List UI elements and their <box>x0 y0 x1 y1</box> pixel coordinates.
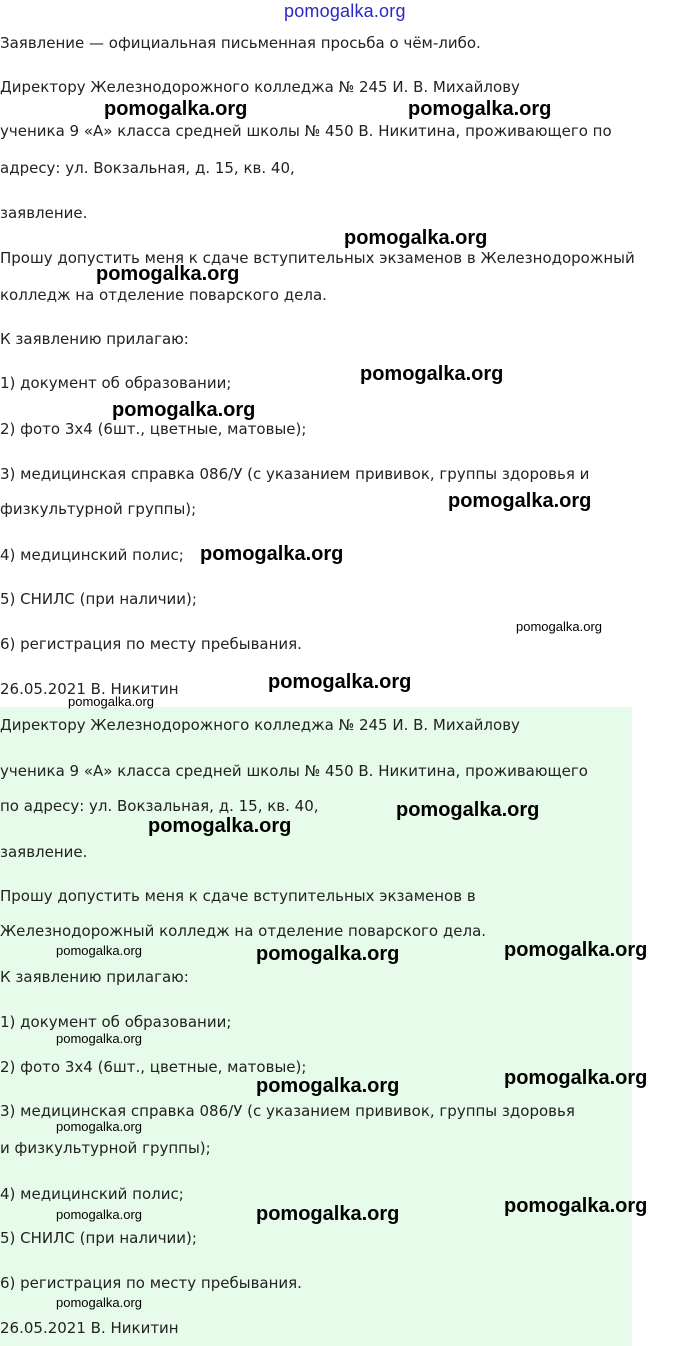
watermark: pomogalka.org <box>268 671 412 693</box>
attachment-item: и физкультурной группы); <box>0 1139 211 1157</box>
watermark: pomogalka.org <box>256 1075 400 1097</box>
watermark: pomogalka.org <box>148 815 292 837</box>
watermark: pomogalka.org <box>68 694 154 709</box>
watermark: pomogalka.org <box>344 227 488 249</box>
definition-text: Заявление — официальная письменная просьба о чём-либо. <box>0 34 481 52</box>
watermark: pomogalka.org <box>56 1119 142 1134</box>
document-title: заявление. <box>0 204 88 222</box>
watermark: pomogalka.org <box>256 1203 400 1225</box>
attachment-item: 5) СНИЛС (при наличии); <box>0 590 197 608</box>
date-signature: 26.05.2021 В. Никитин <box>0 680 179 698</box>
sender-line-2: адресу: ул. Вокзальная, д. 15, кв. 40, <box>0 159 295 177</box>
attachment-item: 2) фото 3х4 (6шт., цветные, матовые); <box>0 1058 307 1076</box>
document-title: заявление. <box>0 843 88 861</box>
attachment-item: 6) регистрация по месту пребывания. <box>0 1274 302 1292</box>
recipient-line: Директору Железнодорожного колледжа № 245 И. В. Михайлову <box>0 78 520 96</box>
sender-line-1: ученика 9 «А» класса средней школы № 450 В. Никитина, проживающего по <box>0 122 612 140</box>
watermark: pomogalka.org <box>504 1067 648 1089</box>
attachments-heading: К заявлению прилагаю: <box>0 330 189 348</box>
watermark: pomogalka.org <box>56 1031 142 1046</box>
watermark: pomogalka.org <box>396 799 540 821</box>
attachment-item: 4) медицинский полис; <box>0 1185 184 1203</box>
attachment-item: 2) фото 3х4 (6шт., цветные, матовые); <box>0 420 307 438</box>
request-line-1: Прошу допустить меня к сдаче вступительных экзаменов в <box>0 887 476 905</box>
request-line-1: Прошу допустить меня к сдаче вступительных экзаменов в Железнодорожный <box>0 249 635 267</box>
watermark: pomogalka.org <box>408 98 552 120</box>
attachments-heading: К заявлению прилагаю: <box>0 968 189 986</box>
request-line-2: Железнодорожный колледж на отделение поварского дела. <box>0 922 487 940</box>
watermark: pomogalka.org <box>504 939 648 961</box>
watermark: pomogalka.org <box>516 619 602 634</box>
attachment-item: 1) документ об образовании; <box>0 1013 232 1031</box>
watermark: pomogalka.org <box>56 1295 142 1310</box>
recipient-line: Директору Железнодорожного колледжа № 245 И. В. Михайлову <box>0 716 520 734</box>
watermark: pomogalka.org <box>256 943 400 965</box>
date-signature: 26.05.2021 В. Никитин <box>0 1319 179 1337</box>
watermark: pomogalka.org <box>56 943 142 958</box>
attachment-item: 4) медицинский полис; <box>0 546 184 564</box>
watermark: pomogalka.org <box>112 399 256 421</box>
watermark: pomogalka.org <box>104 98 248 120</box>
watermark: pomogalka.org <box>96 263 240 285</box>
watermark: pomogalka.org <box>360 363 504 385</box>
attachment-item: 6) регистрация по месту пребывания. <box>0 635 302 653</box>
attachment-item: 3) медицинская справка 086/У (с указанием прививок, группы здоровья и <box>0 465 590 483</box>
watermark: pomogalka.org <box>504 1195 648 1217</box>
attachment-item: 3) медицинская справка 086/У (с указанием прививок, группы здоровья <box>0 1102 575 1120</box>
attachment-item: 1) документ об образовании; <box>0 374 232 392</box>
sender-line-2: по адресу: ул. Вокзальная, д. 15, кв. 40, <box>0 797 319 815</box>
watermark: pomogalka.org <box>448 490 592 512</box>
request-line-2: колледж на отделение поварского дела. <box>0 286 327 304</box>
attachment-item: физкультурной группы); <box>0 500 197 518</box>
attachment-item: 5) СНИЛС (при наличии); <box>0 1229 197 1247</box>
sender-line-1: ученика 9 «А» класса средней школы № 450 В. Никитина, проживающего <box>0 762 588 780</box>
site-logo[interactable]: pomogalka.org <box>284 1 406 21</box>
watermark: pomogalka.org <box>56 1207 142 1222</box>
watermark: pomogalka.org <box>200 543 344 565</box>
